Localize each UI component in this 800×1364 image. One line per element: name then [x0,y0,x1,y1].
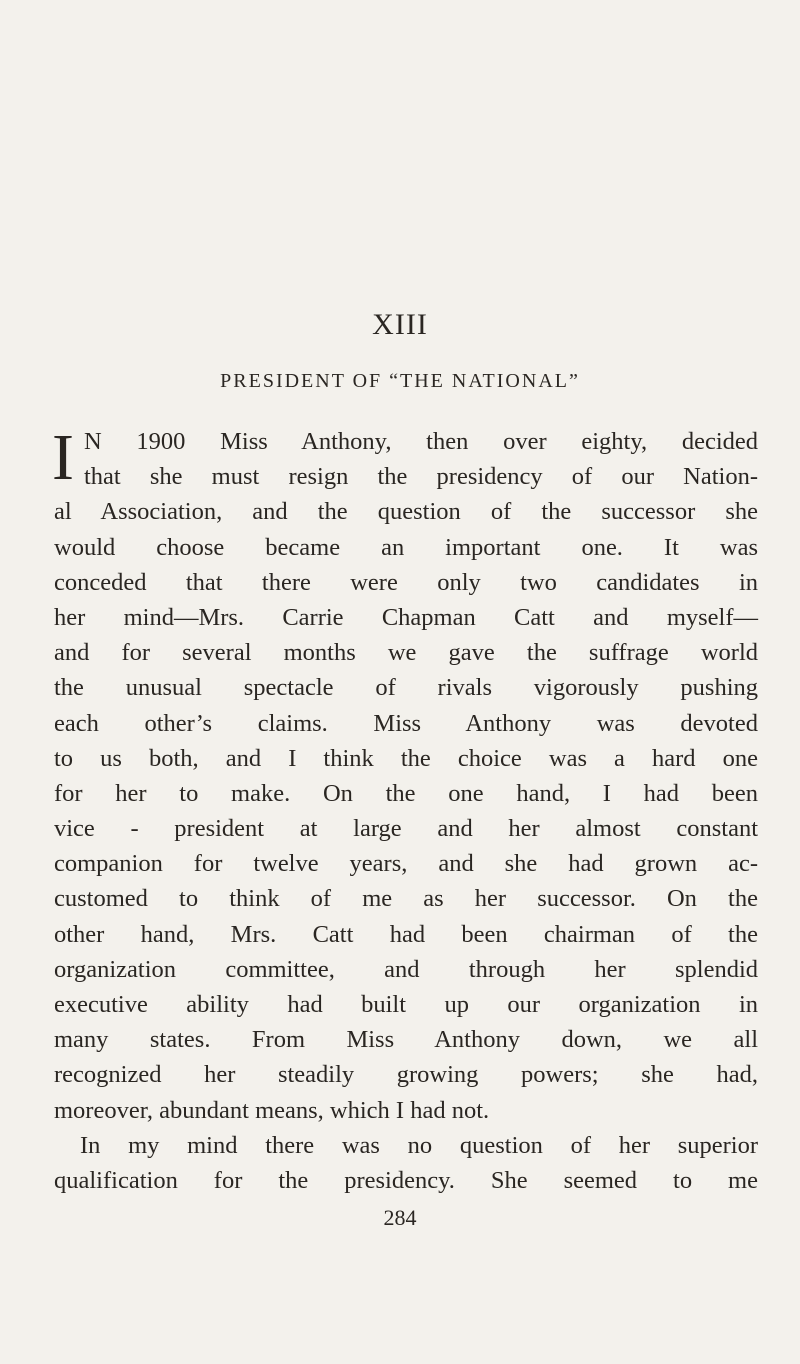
chapter-number: XIII [372,308,428,341]
text-line: would choose became an important one. It was [54,533,758,561]
drop-cap: I [52,421,74,494]
text-line-content: N 1900 Miss Anthony, then over eighty, decided [84,428,758,455]
chapter-title: PRESIDENT OF “THE NATIONAL” [220,370,580,392]
text-line: other hand, Mrs. Catt had been chairman of the [54,920,758,948]
text-line: recognized her steadily growing powers; she had, [54,1061,758,1089]
text-line: that she must resign the presidency of our Nation- [84,463,758,491]
text-line: al Association, and the question of the successor she [54,498,758,526]
text-line: for her to make. On the one hand, I had been [54,779,758,807]
text-line: and for several months we gave the suffrage world [54,639,758,667]
text-line: customed to think of me as her successor. On the [54,885,758,913]
text-line: In my mind there was no question of her superior [80,1131,758,1159]
text-line: many states. From Miss Anthony down, we all [54,1026,758,1054]
text-line: her mind—Mrs. Carrie Chapman Catt and myself— [54,603,758,631]
text-line: to us both, and I think the choice was a hard one [54,744,758,772]
text-line: vice - president at large and her almost constant [54,815,758,843]
body-text [52,421,758,1198]
text-line: organization committee, and through her splendid [54,955,758,983]
text-line: the unusual spectacle of rivals vigorously pushing [54,674,758,702]
text-line: qualification for the presidency. She seemed to me [54,1166,758,1194]
page-number: 284 [383,1205,417,1230]
text-line: companion for twelve years, and she had grown ac- [54,850,758,878]
text-line: conceded that there were only two candidates in [54,568,758,596]
text-line: each other’s claims. Miss Anthony was devoted [54,709,758,737]
text-line: moreover, abundant means, which I had not. [54,1096,490,1124]
text-line: executive ability had built up our organization in [54,991,758,1018]
